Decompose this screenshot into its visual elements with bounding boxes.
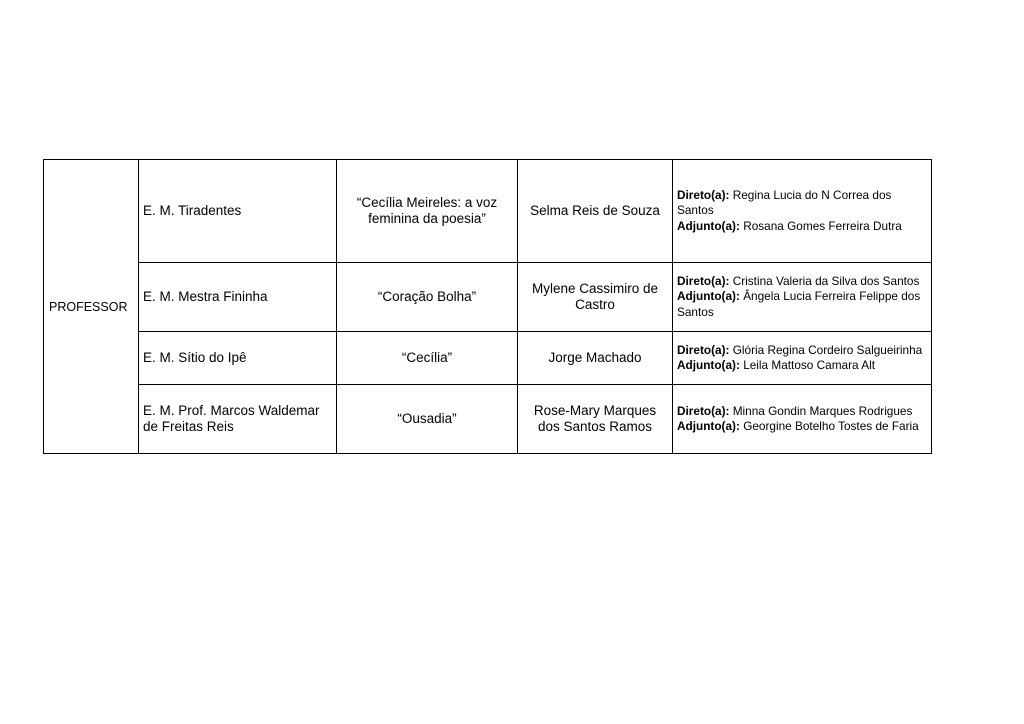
director-label: Direto(a): — [677, 403, 730, 418]
management-cell — [673, 160, 932, 263]
deputy-name: Leila Mattoso Camara Alt — [743, 358, 875, 372]
director-label: Direto(a): — [677, 273, 730, 288]
director-label: Direto(a): — [677, 187, 730, 202]
deputy-label: Adjunto(a): — [677, 289, 740, 304]
school-cell: E. M. Sítio do Ipê — [139, 332, 337, 385]
category-cell: PROFESSOR — [44, 160, 139, 454]
director-label: Direto(a): — [677, 342, 730, 357]
author-cell: Mylene Cassimiro de Castro — [518, 263, 673, 332]
author-cell: Jorge Machado — [518, 332, 673, 385]
management-cell — [673, 332, 932, 385]
management-cell — [673, 263, 932, 332]
director-name: Cristina Valeria da Silva dos Santos — [732, 273, 920, 288]
table-row — [44, 385, 932, 454]
deputy-label: Adjunto(a): — [677, 419, 740, 433]
director-name: Regina Lucia do N Correa dos Santos — [677, 187, 892, 218]
management-cell — [673, 385, 932, 454]
work-title-cell: “Cecília” — [337, 332, 518, 385]
school-cell: E. M. Prof. Marcos Waldemar de Freitas Reis — [139, 385, 337, 454]
deputy-name: Georgine Botelho Tostes de Faria — [743, 419, 919, 433]
table-row — [44, 263, 932, 332]
deputy-name: Rosana Gomes Ferreira Dutra — [743, 218, 902, 233]
director-name: Glória Regina Cordeiro Salgueirinha — [732, 342, 923, 357]
deputy-name: Ângela Lucia Ferreira Felippe dos Santos — [677, 289, 921, 319]
work-title-cell: “Coração Bolha” — [337, 263, 518, 332]
work-title-cell: “Ousadia” — [337, 385, 518, 454]
author-cell: Rose-Mary Marques dos Santos Ramos — [518, 385, 673, 454]
school-cell: E. M. Tiradentes — [139, 160, 337, 263]
deputy-label: Adjunto(a): — [677, 218, 740, 233]
school-cell: E. M. Mestra Fininha — [139, 263, 337, 332]
director-name: Minna Gondin Marques Rodrigues — [732, 403, 913, 418]
deputy-label: Adjunto(a): — [677, 358, 740, 372]
awards-table — [43, 159, 932, 454]
table-row — [44, 332, 932, 385]
author-cell: Selma Reis de Souza — [518, 160, 673, 263]
table-row — [44, 160, 932, 263]
work-title-cell: “Cecília Meireles: a voz feminina da poesia” — [337, 160, 518, 263]
